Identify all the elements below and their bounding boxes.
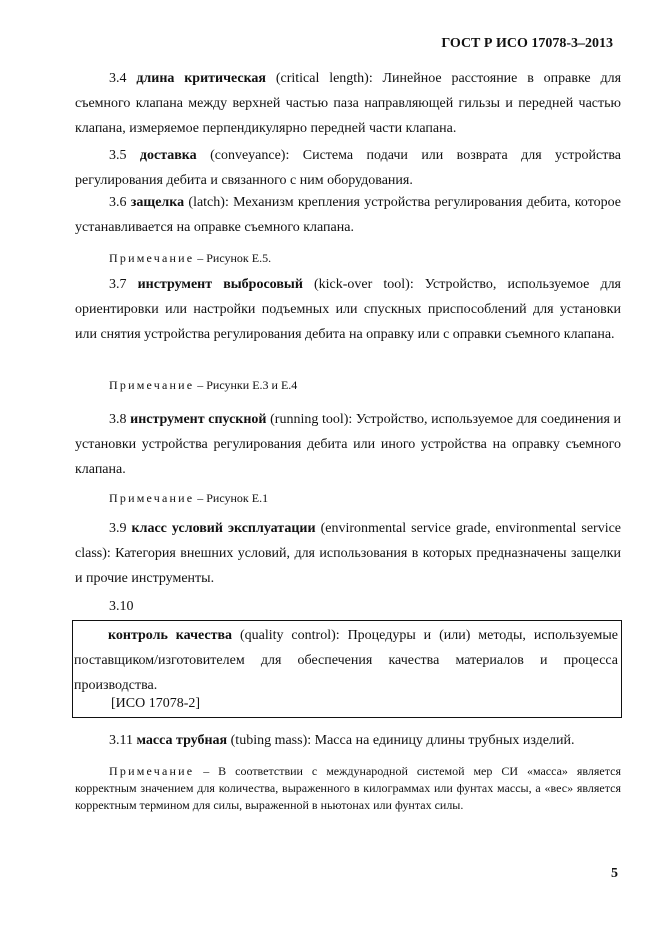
term-number: 3.6 xyxy=(109,195,127,210)
term-name: инструмент выбросовый xyxy=(137,277,303,292)
note-3 xyxy=(75,486,621,510)
term-definition: (conveyance): Система подачи или возврата для устройства регулирования дебита и связанного с ним оборудования. xyxy=(75,148,622,188)
note-label: Примечание xyxy=(109,378,195,392)
term-number: 3.5 xyxy=(109,148,127,163)
note-4 xyxy=(75,763,621,814)
term-3-7 xyxy=(75,272,621,347)
term-number: 3.7 xyxy=(109,277,127,292)
term-3-4 xyxy=(75,66,621,141)
term-name: длина критическая xyxy=(136,71,267,86)
term-3-6 xyxy=(75,190,621,240)
term-3-10-number xyxy=(75,594,621,619)
term-number: 3.4 xyxy=(109,71,127,86)
note-label: Примечание xyxy=(109,764,195,778)
term-number: 3.9 xyxy=(109,521,127,536)
term-name: класс условий эксплуатации xyxy=(131,521,316,536)
term-3-5 xyxy=(75,143,621,193)
term-3-11 xyxy=(75,728,621,753)
note-text: – В соответствии с международной системой мер СИ «масса» является корректным значением для количества, выраженного в килограммах или фунтах массы, а «вес» является корректным термином для силы, выраженной в ньютонах или фунтах силы. xyxy=(75,764,621,812)
term-definition: (latch): Механизм крепления устройства регулирования дебита, которое устанавливается на оправке съемного клапана. xyxy=(75,195,622,235)
term-3-9 xyxy=(75,516,621,591)
term-definition: (critical length): Линейное расстояние в оправке для съемного клапана между верхней частью паза направляющей гильзы и передней частью клапана, измеряемое перпендикулярно передней части клапана. xyxy=(75,71,622,136)
note-1 xyxy=(75,246,621,270)
note-label: Примечание xyxy=(109,491,195,505)
term-number: 3.10 xyxy=(109,599,134,614)
term-definition: (tubing mass): Масса на единицу длины трубных изделий. xyxy=(230,733,575,748)
term-number: 3.8 xyxy=(109,412,127,427)
document-header: ГОСТ Р ИСО 17078-3–2013 xyxy=(441,36,613,51)
term-name: масса трубная xyxy=(136,733,228,748)
term-name: защелка xyxy=(130,195,185,210)
term-3-8 xyxy=(75,407,621,482)
note-text: – Рисунок Е.1 xyxy=(197,491,269,505)
term-definition: (kick-over tool): Устройство, используемое для ориентировки или настройки подъемных или спускных приспособлений для установки или снятия устройства регулирования дебита на оправку или с оправки съемного клапана. xyxy=(75,277,621,342)
term-definition: (running tool): Устройство, используемое для соединения и установки устройства регулирования дебита или иного устройства на оправку съемного клапана. xyxy=(75,412,622,477)
boxed-definition xyxy=(72,620,622,718)
note-text: – Рисунок Е.5. xyxy=(197,251,272,265)
term-number: 3.11 xyxy=(109,733,133,748)
term-name: инструмент спускной xyxy=(130,412,267,427)
boxed-term xyxy=(74,623,618,698)
term-name: доставка xyxy=(139,148,197,163)
boxed-reference: [ИСО 17078-2] xyxy=(111,696,201,711)
term-definition: (environmental service grade, environmental service class): Категория внешних условий, для использования в которых предназначены защелки и прочие инструменты. xyxy=(75,521,622,586)
note-2 xyxy=(75,373,621,397)
note-label: Примечание xyxy=(109,251,195,265)
term-definition: (quality control): Процедуры и (или) методы, используемые поставщиком/изготовителем для обеспечения качества материалов и процесса производства. xyxy=(74,628,618,693)
note-text: – Рисунки Е.3 и Е.4 xyxy=(197,378,298,392)
term-name: контроль качества xyxy=(108,628,233,643)
page-number: 5 xyxy=(611,866,618,881)
